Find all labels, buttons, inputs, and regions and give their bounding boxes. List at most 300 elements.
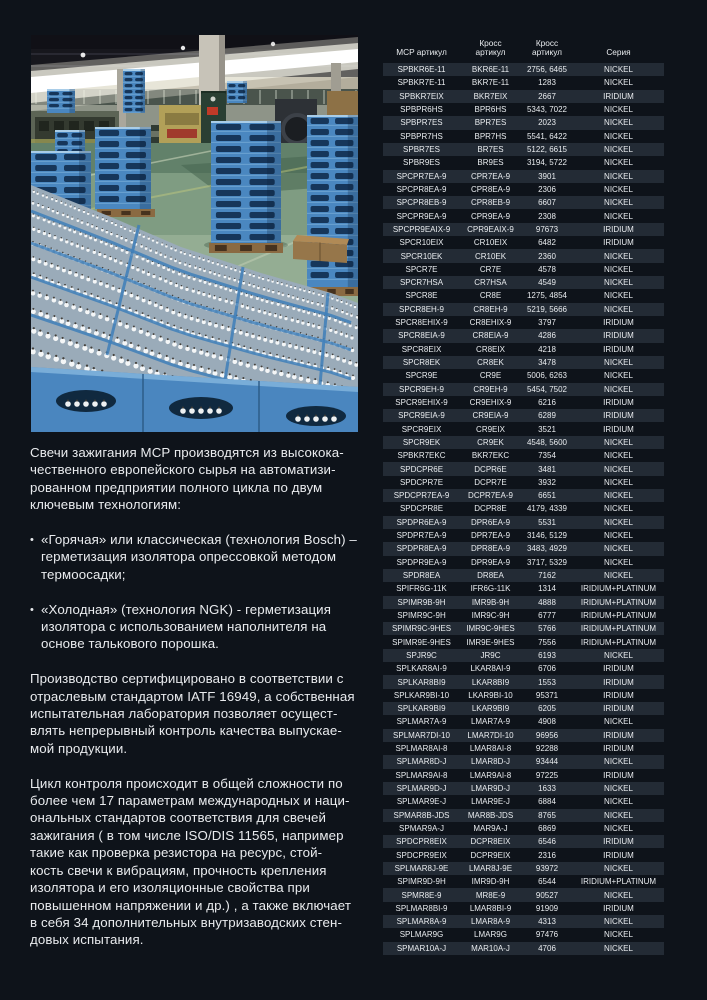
table-row [383,263,664,276]
cross-number-cell: 2308 [538,211,556,221]
mcp-article-cell: SPLMAR8D-J [396,757,447,767]
cross-number-cell: 6884 [538,797,556,807]
table-row [383,276,664,289]
table-row [383,76,664,89]
table-row [383,396,664,409]
table-row [383,596,664,609]
mcp-article-cell: SPMR8E-9 [401,890,442,900]
cross-number-cell: 4549 [538,278,556,288]
mcp-article-cell: SPBPR6HS [400,105,443,115]
cross-number-cell: 6546 [538,837,556,847]
cross-article-cell: CR7E [479,264,502,274]
mcp-article-cell: SPDPR8EA-9 [396,544,447,554]
cross-number-cell: 5006, 6263 [526,371,568,381]
series-cell: NICKEL [604,650,633,660]
cross-article-cell: CR8E [479,291,502,301]
series-cell: NICKEL [604,464,633,474]
text-line: кость свечи к вибрациям, прочность крепления [30,862,327,878]
table-row [383,516,664,529]
cross-number-cell: 4179, 4339 [526,504,568,514]
mcp-article-cell: SPCR8E [405,291,438,301]
series-cell: IRIDIUM [603,224,634,234]
table-row [383,542,664,555]
cross-number-cell: 4706 [538,943,556,953]
mcp-article-cell: SPLMAR9E-J [396,797,447,807]
series-cell: NICKEL [604,930,633,940]
cross-number-cell: 2756, 6465 [526,65,568,75]
table-row [383,156,664,169]
series-cell: NICKEL [604,943,633,953]
mcp-article-cell: SPDPR6EA-9 [396,517,447,527]
series-cell: IRIDIUM [603,664,634,674]
table-row [383,769,664,782]
table-row [383,662,664,675]
cross-number-cell: 6193 [538,650,556,660]
cross-number-cell: 4286 [538,331,556,341]
cross-number-cell: 91909 [535,903,559,913]
cross-number-cell: 5122, 6615 [526,145,568,155]
series-cell: NICKEL [604,544,633,554]
series-cell: IRIDIUM [603,424,634,434]
table-row [383,356,664,369]
mcp-article-cell: SPCR8EIA-9 [398,331,445,341]
mcp-article-cell: SPMAR8B-JDS [393,810,450,820]
series-cell: NICKEL [604,291,633,301]
cross-article-cell: CPR9EA-9 [470,211,511,221]
series-cell: IRIDIUM [603,837,634,847]
cross-article-cell: LMAR8A-9 [470,917,511,927]
mcp-article-cell: SPCR8EIX [401,344,442,354]
cross-article-cell: IMR9C-9HES [466,624,515,634]
cross-number-cell: 2316 [538,850,556,860]
column-header-line: MCP артикул [396,47,447,58]
mcp-article-cell: SPCR9EK [402,437,441,447]
table-row [383,329,664,342]
cross-article-cell: LMAR8AI-8 [469,744,512,754]
cross-article-cell: LKAR9BI9 [471,704,510,714]
mcp-article-cell: SPDPR7EA-9 [396,531,447,541]
series-cell: NICKEL [604,717,633,727]
series-cell: NICKEL [604,198,633,208]
cross-article-cell: BPR7ES [474,118,507,128]
intro-article [30,444,366,949]
mcp-article-cell: SPBPR7HS [400,131,443,141]
cross-article-cell: CPR8EB-9 [470,198,511,208]
cross-article-cell: CPR9EAIX-9 [467,224,514,234]
mcp-article-cell: SPBKR7EIX [399,91,444,101]
mcp-article-cell: SPCPR7EA-9 [396,171,447,181]
cross-article-cell: DCPR7EA-9 [468,491,513,501]
text-line: Цикл контроля происходит в общей сложности по [30,775,343,791]
cross-number-cell: 2023 [538,118,556,128]
cross-number-cell: 1633 [538,784,556,794]
mcp-article-cell: SPIMR9C-9H [397,610,446,620]
mcp-article-cell: SPLMAR8AI-8 [395,744,448,754]
mcp-article-cell: SPDCPR7E [399,477,444,487]
mcp-article-cell: SPBKR7EKC [397,451,446,461]
text-line: мой продукции. [30,740,128,756]
mcp-article-cell: SPCR7E [405,264,438,274]
cross-article-cell: IMR9E-9HES [466,637,515,647]
mcp-article-cell: SPLKAR8BI9 [397,677,446,687]
table-row [383,343,664,356]
mcp-article-cell: SPDR8EA [402,571,441,581]
cross-number-cell: 1553 [538,677,556,687]
cross-number-cell: 4578 [538,264,556,274]
series-cell: IRIDIUM [603,730,634,740]
cross-article-cell: IFR6G-11K [470,584,511,594]
mcp-article-cell: SPIMR9E-9HES [392,637,451,647]
series-cell: NICKEL [604,131,633,141]
column-header [521,39,573,58]
cross-article-cell: LMAR9D-J [470,784,511,794]
series-cell: NICKEL [604,251,633,261]
mcp-article-cell: SPLMAR8A-9 [396,917,447,927]
text-line: более чем 17 параметрам международных и наци- [30,793,350,809]
cross-number-cell: 6706 [538,664,556,674]
mcp-article-cell: SPLMAR7A-9 [396,717,447,727]
cross-number-cell: 5343, 7022 [526,105,568,115]
cross-article-cell: LKAR8AI-9 [470,664,511,674]
table-row [383,689,664,702]
cross-number-cell: 2306 [538,184,556,194]
cross-number-cell: 90527 [535,890,559,900]
series-cell: IRIDIUM [603,850,634,860]
cross-number-cell: 3932 [538,477,556,487]
table-row [383,316,664,329]
cross-number-cell: 5454, 7502 [526,384,568,394]
mcp-article-cell: SPCPR9EAIX-9 [392,224,451,234]
mcp-article-cell: SPLMAR8BI-9 [395,903,448,913]
series-cell: IRIDIUM+PLATINUM [580,624,657,634]
series-cell: IRIDIUM [603,331,634,341]
cross-article-cell: IMR9B-9H [471,597,510,607]
series-cell: NICKEL [604,358,633,368]
table-row [383,170,664,183]
table-row [383,848,664,861]
paragraph [30,444,366,514]
series-cell: NICKEL [604,531,633,541]
mcp-article-cell: SPIMR9C-9HES [391,624,452,634]
table-row [383,729,664,742]
cross-number-cell: 5541, 6422 [526,131,568,141]
mcp-article-cell: SPMAR9A-J [399,823,444,833]
cross-number-cell: 95371 [535,690,559,700]
table-row [383,476,664,489]
series-cell: NICKEL [604,491,633,501]
cross-number-cell: 4218 [538,344,556,354]
series-cell: NICKEL [604,184,633,194]
series-cell: NICKEL [604,784,633,794]
mcp-article-cell: SPDCPR9EIX [396,850,447,860]
cross-article-cell: IMR9C-9H [471,610,510,620]
table-row [383,649,664,662]
cross-article-cell: LMAR8J-9E [468,863,513,873]
table-row [383,609,664,622]
series-cell: IRIDIUM+PLATINUM [580,584,657,594]
mcp-article-cell: SPDPR9EA-9 [396,557,447,567]
column-header [573,48,664,58]
mcp-article-cell: SPCR8EHIX-9 [395,318,448,328]
table-row [383,875,664,888]
mcp-article-cell: SPLMAR8J-9E [394,863,449,873]
cross-article-cell: DCPR9EIX [470,850,511,860]
cross-number-cell: 3797 [538,318,556,328]
cross-number-cell: 1275, 4854 [526,291,568,301]
cross-article-cell: CR9EHIX-9 [469,397,512,407]
series-cell: NICKEL [604,145,633,155]
series-cell: IRIDIUM+PLATINUM [580,610,657,620]
paragraph [30,775,366,949]
text-line: изолятора и его изоляционные свойства при [30,880,310,896]
mcp-article-cell: SPCR9EH-9 [399,384,444,394]
table-row [383,90,664,103]
mcp-article-cell: SPCPR9EA-9 [396,211,447,221]
mcp-article-cell: SPLKAR9BI-10 [393,690,450,700]
cross-article-cell: DPR7EA-9 [470,531,511,541]
cross-number-cell: 4548, 5600 [526,437,568,447]
cross-article-cell: LMAR9G [474,930,507,940]
table-row [383,289,664,302]
text-line: в себя 34 дополнительных внутризаводских стен- [30,914,342,930]
mcp-article-cell: SPCPR8EB-9 [396,198,447,208]
cross-number-cell: 6482 [538,238,556,248]
photo-cardboard-box [293,235,349,263]
mcp-article-cell: SPLMAR9D-J [396,784,447,794]
cross-article-cell: DPR6EA-9 [470,517,511,527]
column-header-line: Кросс [479,37,502,48]
mcp-article-cell: SPIFR6G-11K [396,584,447,594]
mcp-article-cell: SPDCPR8EIX [396,837,447,847]
series-cell: IRIDIUM+PLATINUM [580,637,657,647]
mcp-article-cell: SPDCPR7EA-9 [393,491,450,501]
cross-article-cell: LMAR8D-J [470,757,511,767]
series-cell: NICKEL [604,504,633,514]
cross-article-cell: DR8EA [477,571,504,581]
table-row [383,196,664,209]
bullet-marker: • [30,603,34,616]
mcp-article-cell: SPBKR7E-11 [397,78,446,88]
mcp-article-cell: SPCR10EIX [399,238,444,248]
cross-article-cell: MAR9A-J [473,823,508,833]
series-cell: NICKEL [604,65,633,75]
series-cell: IRIDIUM [603,411,634,421]
series-cell: IRIDIUM [603,318,634,328]
cross-article-cell: DPR8EA-9 [470,544,511,554]
table-row [383,822,664,835]
mcp-article-cell: SPDCPR6E [399,464,444,474]
series-cell: NICKEL [604,264,633,274]
text-line: Свечи зажигания MCP производятся из высокока- [30,445,344,460]
table-row [383,569,664,582]
table-row [383,809,664,822]
series-cell: NICKEL [604,171,633,181]
table-row [383,835,664,848]
table-row [383,755,664,768]
cross-number-cell: 97476 [535,930,559,940]
column-header-line: Серия [606,47,631,58]
series-cell: NICKEL [604,810,633,820]
cross-article-cell: CR10EK [474,251,507,261]
series-cell: NICKEL [604,917,633,927]
series-cell: NICKEL [604,278,633,288]
series-cell: NICKEL [604,384,633,394]
cross-number-cell: 93972 [535,863,559,873]
bullet-paragraph [30,601,366,653]
table-row [383,942,664,955]
table-row [383,635,664,648]
series-cell: NICKEL [604,477,633,487]
cross-number-cell: 6216 [538,397,556,407]
cross-article-cell: CPR7EA-9 [470,171,511,181]
table-row [383,902,664,915]
table-row [383,529,664,542]
cross-number-cell: 6777 [538,610,556,620]
table-row [383,715,664,728]
cross-article-cell: MR8E-9 [475,890,506,900]
cross-article-cell: LMAR7A-9 [470,717,511,727]
cross-article-cell: DPR9EA-9 [470,557,511,567]
cross-article-cell: DCPR6E [474,464,507,474]
cross-article-cell: CR8EH-9 [473,304,508,314]
cross-article-cell: CR9EK [477,437,504,447]
text-line: отраслевым стандартом IATF 16949, а собственная [30,688,355,704]
mcp-article-cell: SPCR7HSA [399,278,444,288]
series-cell: IRIDIUM [603,344,634,354]
table-row [383,742,664,755]
cross-number-cell: 1283 [538,78,556,88]
cross-number-cell: 7162 [538,571,556,581]
mcp-article-cell: SPLKAR8AI-9 [396,664,447,674]
table-row [383,369,664,382]
mcp-article-cell: SPLKAR9BI9 [397,704,446,714]
cross-article-cell: BR7ES [477,145,504,155]
table-header-row [383,35,664,63]
series-cell: IRIDIUM [603,744,634,754]
cross-article-cell: CR9EH-9 [473,384,508,394]
cross-article-cell: CR9EIX [476,424,505,434]
text-line: ональных стандартов соответствия для свечей [30,810,327,826]
mcp-article-cell: SPCR9E [405,371,438,381]
cross-article-cell: LMAR8BI-9 [469,903,512,913]
mcp-article-cell: SPLMAR7DI-10 [393,730,450,740]
series-cell: NICKEL [604,451,633,461]
text-line: испытательная лаборатория позволяет осущест- [30,706,338,722]
text-line: герметизация изолятора опрессовкой методом [41,549,337,565]
text-line: рованном предприятии полного цикла по двум [30,479,323,495]
factory-photo-illustration [31,35,358,432]
cross-article-cell: LMAR9AI-8 [469,770,512,780]
cross-number-cell: 1314 [538,584,556,594]
cross-article-cell: BKR6E-11 [471,65,510,75]
table-row [383,143,664,156]
mcp-article-cell: SPBR9ES [403,158,440,168]
mcp-article-cell: SPMAR10A-J [396,943,447,953]
cross-number-cell: 7354 [538,451,556,461]
cross-article-cell: CR8EIA-9 [472,331,509,341]
cross-number-cell: 6205 [538,704,556,714]
series-cell: IRIDIUM+PLATINUM [580,877,657,887]
table-row [383,556,664,569]
series-cell: IRIDIUM [603,91,634,101]
series-cell: NICKEL [604,118,633,128]
table-row [383,888,664,901]
series-cell: NICKEL [604,158,633,168]
mcp-article-cell: SPCR9EIX [401,424,442,434]
text-line: «Холодная» (технология NGK) - герметизация [41,601,332,617]
cross-number-cell: 5531 [538,517,556,527]
cross-article-cell: MAR8B-JDS [467,810,514,820]
mcp-article-cell: SPBKR6E-11 [397,65,446,75]
series-cell: NICKEL [604,863,633,873]
text-line: Производство сертифицировано в соответствии с [30,671,344,687]
series-cell: NICKEL [604,823,633,833]
table-row [383,782,664,795]
cross-article-cell: DCPR7E [474,477,507,487]
cross-article-cell: MAR10A-J [471,943,510,953]
mcp-article-cell: SPIMR9B-9H [397,597,446,607]
series-cell: NICKEL [604,371,633,381]
column-header [383,48,460,58]
column-header-line: Кросс [535,37,559,48]
cross-number-cell: 6544 [538,877,556,887]
series-cell: IRIDIUM+PLATINUM [580,597,657,607]
table-row [383,116,664,129]
cross-article-cell: BKR7E-11 [471,78,510,88]
table-row [383,489,664,502]
cross-article-cell: CR10EIX [473,238,508,248]
series-cell: NICKEL [604,105,633,115]
cross-article-cell: CR8EIX [476,344,505,354]
paragraph [30,670,366,757]
mcp-article-cell: SPJR9C [406,650,437,660]
cross-article-cell: LMAR7DI-10 [467,730,514,740]
cross-article-cell: DCPR8EIX [470,837,511,847]
cross-number-cell: 3521 [538,424,556,434]
cross-number-cell: 3483, 4929 [526,544,568,554]
mcp-article-cell: SPCPR8EA-9 [396,184,447,194]
cross-article-cell: BR9ES [477,158,504,168]
mcp-article-cell: SPLMAR9AI-8 [395,770,448,780]
cross-article-cell: CR9EIA-9 [472,411,509,421]
table-row [383,383,664,396]
table-row [383,502,664,515]
cross-article-cell: JR9C [480,650,501,660]
column-header-line: артикул [475,47,506,58]
table-row [383,928,664,941]
table-body [383,63,664,955]
mcp-article-cell: SPLMAR9G [399,930,444,940]
mcp-article-cell: SPCR8EH-9 [399,304,444,314]
table-row [383,915,664,928]
cross-number-cell: 6651 [538,491,556,501]
table-row [383,462,664,475]
text-line: чественного европейского сырья на автоматизи- [30,462,336,478]
cross-number-cell: 96956 [535,730,559,740]
cross-number-cell: 97673 [535,224,559,234]
cross-article-cell: LKAR9BI-10 [468,690,513,700]
table-row [383,303,664,316]
text-line: влять непрерывный контроль качества выпускае- [30,723,342,739]
cross-number-cell: 4888 [538,597,556,607]
cross-number-cell: 6869 [538,823,556,833]
mcp-article-cell: SPBR7ES [403,145,440,155]
text-line: такие как проверка резистора на ресурс, стой- [30,845,323,861]
text-line: термоосадки; [41,566,126,582]
table-row [383,436,664,449]
table-row [383,422,664,435]
mcp-article-cell: SPCR10EK [400,251,443,261]
